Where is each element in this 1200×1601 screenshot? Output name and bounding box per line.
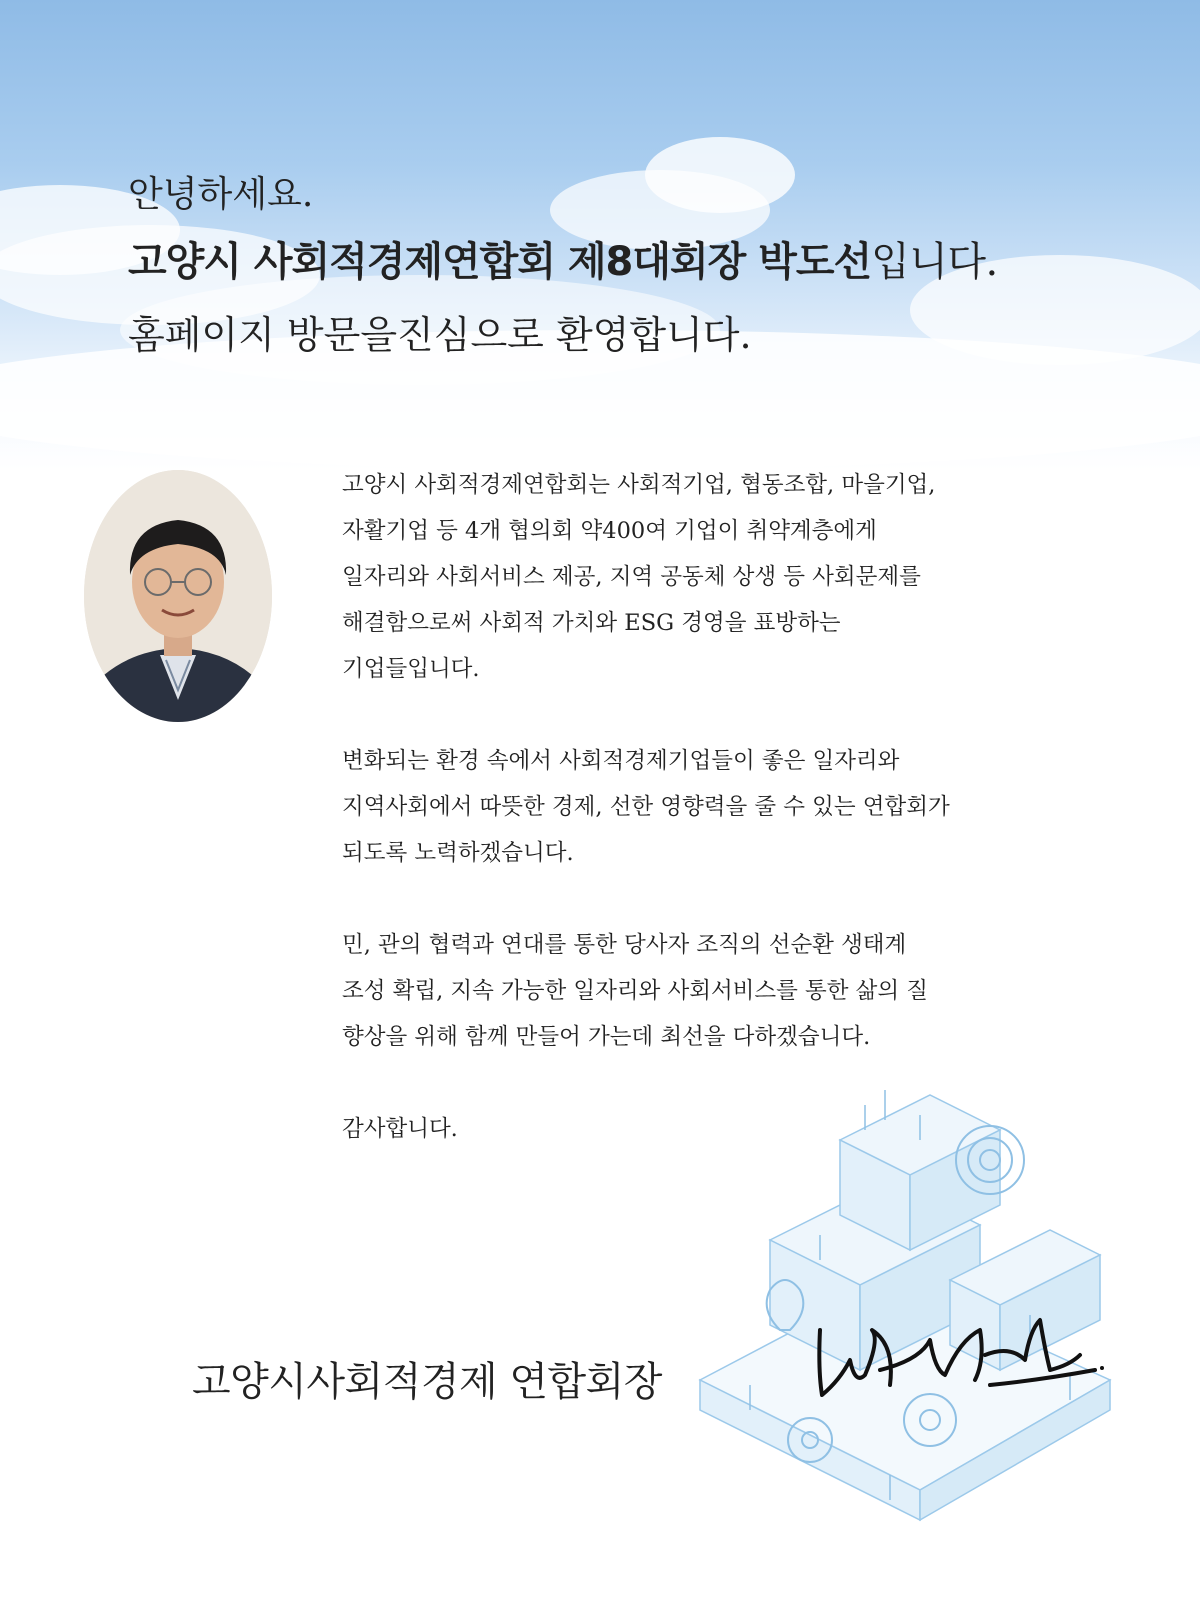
greeting-welcome: 홈페이지 방문을진심으로 환영합니다. xyxy=(128,313,752,357)
greeting-hello: 안녕하세요. xyxy=(128,174,314,215)
message-paragraph-1: 고양시 사회적경제연합회는 사회적기업, 협동조합, 마을기업, 자활기업 등 4개 협의회 약400여 기업이 취약계층에게 일자리와 사회서비스 제공, 지역 공동체 상생 등 사회문제를 해결함으로써 사회적 가치와 ESG 경영을 표방하는 기업들입니다. xyxy=(342,472,936,682)
chairman-portrait xyxy=(84,470,272,722)
closing-title: 고양시사회적경제 연합회장 xyxy=(192,1359,662,1405)
portrait-photo-icon xyxy=(84,470,272,722)
message-closing-thanks: 감사합니다. xyxy=(342,1116,458,1142)
greeting-introduction xyxy=(128,230,998,287)
handwritten-signature xyxy=(810,1300,1110,1420)
greeting-name-title: 고양시 사회적경제연합회 제8대회장 박도선 xyxy=(128,239,872,285)
message-paragraph-3: 민, 관의 협력과 연대를 통한 당사자 조직의 선순환 생태계 조성 확립, 지속 가능한 일자리와 사회서비스를 통한 삶의 질 향상을 위해 함께 만들어 가는데 최선을 다하겠습니다. xyxy=(342,932,929,1050)
message-paragraph-2: 변화되는 환경 속에서 사회적경제기업들이 좋은 일자리와 지역사회에서 따뜻한 경제, 선한 영향력을 줄 수 있는 연합회가 되도록 노력하겠습니다. xyxy=(342,748,950,866)
greeting-suffix: 입니다. xyxy=(871,239,998,285)
